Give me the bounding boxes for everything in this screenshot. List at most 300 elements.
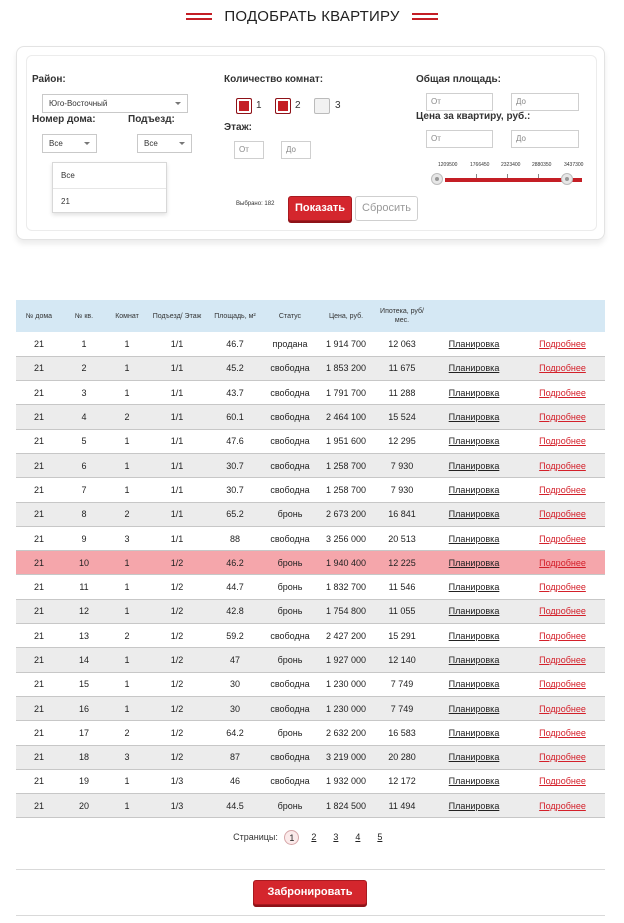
slider-tick (476, 174, 477, 178)
page-header (0, 6, 624, 26)
mortgage-cell: 7 749 (390, 703, 414, 714)
mortgage-cell: 7 749 (390, 679, 414, 690)
plan-link[interactable]: Планировка (448, 630, 500, 641)
found-count: Выбрано: 182 (236, 201, 275, 207)
page-title: ПОДОБРАТЬ КВАРТИРУ (224, 7, 400, 25)
page-link[interactable]: 5 (377, 831, 383, 842)
status-cell: бронь (277, 582, 303, 593)
rooms-cell: 1 (124, 679, 130, 690)
entrance-floor-cell: 1/2 (170, 703, 184, 714)
price-cell: 1 951 600 (325, 436, 367, 447)
rooms-cell: 1 (124, 606, 130, 617)
mortgage-cell: 15 291 (388, 630, 416, 641)
title-decoration-right (412, 13, 438, 20)
plan-link[interactable]: Планировка (448, 509, 500, 520)
plan-link[interactable]: Планировка (448, 655, 500, 665)
house-number-cell: 21 (33, 776, 44, 787)
show-button[interactable]: Показать (288, 196, 352, 221)
chevron-down-icon (175, 102, 181, 105)
area-cell: 44.7 (226, 582, 244, 593)
price-cell: 1 258 700 (325, 460, 367, 471)
area-cell: 65.2 (226, 509, 244, 520)
status-cell: свободна (270, 484, 310, 495)
details-link[interactable]: Подробнее (539, 606, 586, 617)
price-cell: 1 853 200 (325, 363, 367, 374)
plan-link[interactable]: Планировка (448, 776, 500, 787)
price-slider-max-handle[interactable] (561, 173, 573, 185)
table-row (16, 405, 605, 429)
price-cell: 3 256 000 (325, 533, 367, 544)
apartment-number-cell: 15 (78, 679, 89, 690)
rooms-cell: 1 (124, 338, 130, 349)
plan-link[interactable]: Планировка (448, 533, 500, 544)
entrance-select[interactable] (137, 134, 192, 153)
table-row (16, 672, 605, 696)
table-row (16, 648, 605, 672)
plan-cell (428, 453, 520, 477)
rooms-cell: 2 (124, 412, 130, 423)
details-link[interactable]: Подробнее (539, 484, 586, 495)
entrance-floor-cell: 1/1 (170, 460, 184, 471)
house-number-cell: 21 (33, 630, 44, 641)
pagination-label: Страницы: (233, 832, 278, 842)
entrance-floor-cell: 1/1 (170, 338, 184, 349)
area-from-input[interactable]: От (426, 93, 493, 111)
price-cell: 1 824 500 (325, 800, 367, 811)
rooms-cell: 1 (124, 703, 130, 714)
table-row (16, 575, 605, 599)
mortgage-cell: 12 225 (388, 557, 416, 568)
entrance-floor-cell: 1/2 (170, 630, 184, 641)
price-cell: 2 673 200 (325, 509, 367, 520)
price-cell: 3 219 000 (325, 752, 367, 763)
status-cell: свободна (270, 776, 310, 787)
plan-link[interactable]: Планировка (448, 606, 500, 617)
divider (16, 869, 605, 870)
plan-link[interactable]: Планировка (448, 484, 500, 495)
mortgage-cell: 12 063 (388, 338, 416, 349)
apartment-number-cell: 16 (78, 703, 89, 714)
price-slider-labels (438, 162, 588, 170)
status-cell: свободна (270, 679, 310, 690)
rooms-cell: 1 (124, 557, 130, 568)
plan-link[interactable]: Планировка (448, 557, 500, 568)
rooms-cell: 1 (124, 655, 130, 665)
apartment-number-cell: 6 (81, 460, 87, 471)
rooms-option-label: 2 (295, 100, 301, 111)
rooms-cell: 1 (124, 387, 130, 398)
plan-cell (428, 575, 520, 599)
rooms-cell: 2 (124, 630, 130, 641)
details-cell (520, 478, 605, 502)
house-select[interactable] (42, 134, 97, 153)
table-row (16, 745, 605, 769)
page-link[interactable]: 3 (333, 831, 339, 842)
rooms-cell: 1 (124, 800, 130, 811)
apartment-number-cell: 18 (78, 752, 89, 763)
plan-cell (428, 551, 520, 575)
details-link[interactable]: Подробнее (539, 509, 586, 520)
status-cell: бронь (277, 655, 303, 665)
details-link[interactable]: Подробнее (539, 557, 586, 568)
plan-link[interactable]: Планировка (448, 582, 500, 593)
details-cell (520, 745, 605, 769)
title-decoration-left (186, 13, 212, 20)
details-link[interactable]: Подробнее (539, 338, 586, 349)
table-row (16, 332, 605, 356)
price-from-input[interactable]: От (426, 130, 493, 148)
house-number-cell: 21 (33, 436, 44, 447)
details-cell (520, 502, 605, 526)
area-cell: 88 (229, 533, 240, 544)
mortgage-cell: 20 513 (388, 533, 416, 544)
table-row (16, 478, 605, 502)
filter-panel (16, 46, 605, 240)
details-cell (520, 332, 605, 356)
column-header: Комнат (115, 312, 139, 320)
details-link[interactable]: Подробнее (539, 776, 586, 787)
table-row (16, 769, 605, 793)
rooms-cell: 1 (124, 436, 130, 447)
area-cell: 44.5 (226, 800, 244, 811)
page-link[interactable]: 2 (311, 831, 317, 842)
house-number-cell: 21 (33, 387, 44, 398)
details-cell (520, 356, 605, 380)
price-label: Цена за квартиру, руб.: (416, 111, 531, 122)
house-dropdown-option[interactable]: 21 (53, 188, 166, 213)
plan-cell (428, 672, 520, 696)
plan-cell (428, 502, 520, 526)
column-header: Статус (278, 312, 302, 320)
entrance-floor-cell: 1/2 (170, 557, 184, 568)
rooms-cell: 2 (124, 509, 130, 520)
district-label: Район: (32, 74, 66, 85)
district-select[interactable] (42, 94, 188, 113)
apartment-number-cell: 3 (81, 387, 87, 398)
entrance-floor-cell: 1/3 (170, 776, 184, 787)
entrance-select-value: Все (144, 139, 158, 148)
apartment-number-cell: 8 (81, 509, 87, 520)
status-cell: бронь (277, 557, 303, 568)
column-header (520, 300, 605, 332)
details-link[interactable]: Подробнее (539, 679, 586, 690)
apartment-number-cell: 12 (78, 606, 89, 617)
details-cell (520, 696, 605, 720)
plan-link[interactable]: Планировка (448, 703, 500, 714)
entrance-floor-cell: 1/1 (170, 436, 184, 447)
details-link[interactable]: Подробнее (539, 412, 586, 423)
house-number-cell: 21 (33, 460, 44, 471)
house-number-cell: 21 (33, 655, 44, 665)
details-link[interactable]: Подробнее (539, 436, 586, 447)
details-link[interactable]: Подробнее (539, 582, 586, 593)
apartment-number-cell: 7 (81, 484, 87, 495)
area-label: Общая площадь: (416, 74, 502, 85)
status-cell: свободна (270, 533, 310, 544)
entrance-floor-cell: 1/2 (170, 679, 184, 690)
price-to-input[interactable]: До (511, 130, 579, 148)
details-cell (520, 648, 605, 672)
plan-link[interactable]: Планировка (448, 363, 500, 374)
details-link[interactable]: Подробнее (539, 800, 586, 811)
plan-cell (428, 721, 520, 745)
entrance-floor-cell: 1/1 (170, 412, 184, 423)
price-cell: 1 230 000 (325, 679, 367, 690)
plan-link[interactable]: Планировка (448, 436, 500, 447)
details-cell (520, 624, 605, 648)
mortgage-cell: 11 675 (388, 363, 416, 374)
price-cell: 2 427 200 (325, 630, 367, 641)
area-cell: 45.2 (226, 363, 244, 374)
house-number-cell: 21 (33, 703, 44, 714)
table-header-row (16, 300, 605, 332)
slider-value-label: 2880350 (532, 162, 552, 168)
table-row (16, 381, 605, 405)
house-select-value: Все (49, 139, 63, 148)
column-header: Цена, руб. (328, 312, 364, 320)
apartments-table (16, 300, 605, 818)
rooms-checkbox-1[interactable] (236, 98, 252, 114)
details-link[interactable]: Подробнее (539, 655, 586, 665)
entrance-floor-cell: 1/2 (170, 752, 184, 763)
slider-tick (507, 174, 508, 178)
details-cell (520, 769, 605, 793)
rooms-option-label: 1 (256, 100, 262, 111)
price-cell: 1 791 700 (325, 387, 367, 398)
table-row (16, 551, 605, 575)
plan-cell (428, 769, 520, 793)
price-slider-min-handle[interactable] (431, 173, 443, 185)
floor-from-input[interactable]: От (234, 141, 264, 159)
house-number-cell: 21 (33, 679, 44, 690)
floor-label: Этаж: (224, 122, 252, 133)
mortgage-cell: 15 524 (388, 412, 416, 423)
apartment-number-cell: 5 (81, 436, 87, 447)
area-cell: 47.6 (226, 436, 244, 447)
pagination (0, 829, 624, 845)
status-cell: бронь (277, 800, 303, 811)
house-dropdown-option[interactable]: Все (61, 171, 75, 180)
details-cell (520, 551, 605, 575)
price-cell: 1 914 700 (325, 338, 367, 349)
area-cell: 87 (229, 752, 240, 763)
area-cell: 43.7 (226, 387, 244, 398)
details-link[interactable]: Подробнее (539, 387, 586, 398)
house-number-cell: 21 (33, 727, 44, 738)
plan-cell (428, 429, 520, 453)
area-cell: 60.1 (226, 412, 244, 423)
price-cell: 1 927 000 (325, 655, 367, 665)
plan-link[interactable]: Планировка (448, 800, 500, 811)
details-cell (520, 721, 605, 745)
table-row (16, 721, 605, 745)
plan-cell (428, 332, 520, 356)
floor-to-input[interactable]: До (281, 141, 311, 159)
area-cell: 30.7 (226, 484, 244, 495)
status-cell: свободна (270, 436, 310, 447)
apartment-number-cell: 10 (78, 557, 89, 568)
column-header: № кв. (74, 312, 94, 320)
apartment-number-cell: 4 (81, 412, 87, 423)
details-cell (520, 599, 605, 623)
rooms-cell: 3 (124, 533, 130, 544)
details-link[interactable]: Подробнее (539, 752, 586, 763)
rooms-cell: 1 (124, 582, 130, 593)
rooms-cell: 1 (124, 460, 130, 471)
status-cell: бронь (277, 509, 303, 520)
plan-link[interactable]: Планировка (448, 387, 500, 398)
book-button[interactable]: Забронировать (253, 880, 367, 905)
entrance-floor-cell: 1/1 (170, 509, 184, 520)
table-row (16, 794, 605, 818)
entrance-floor-cell: 1/1 (170, 533, 184, 544)
house-dropdown-list (52, 162, 167, 213)
chevron-down-icon (84, 142, 90, 145)
slider-value-label: 1766450 (470, 162, 490, 168)
house-number-cell: 21 (33, 606, 44, 617)
column-header: Площадь, м² (214, 312, 256, 320)
price-cell: 1 754 800 (325, 606, 367, 617)
apartment-number-cell: 20 (78, 800, 89, 811)
house-number-cell: 21 (33, 800, 44, 811)
apartment-number-cell: 1 (81, 338, 87, 349)
mortgage-cell: 12 140 (388, 655, 416, 665)
area-cell: 64.2 (226, 727, 244, 738)
apartment-number-cell: 14 (78, 655, 89, 665)
house-number-cell: 21 (33, 752, 44, 763)
price-cell: 1 258 700 (325, 484, 367, 495)
table-row (16, 696, 605, 720)
mortgage-cell: 11 546 (388, 582, 416, 593)
details-link[interactable]: Подробнее (539, 533, 586, 544)
plan-cell (428, 648, 520, 672)
plan-link[interactable]: Планировка (448, 679, 500, 690)
house-label: Номер дома: (32, 114, 96, 125)
table-row (16, 429, 605, 453)
house-number-cell: 21 (33, 412, 44, 423)
price-cell: 1 940 400 (325, 557, 367, 568)
details-cell (520, 794, 605, 818)
mortgage-cell: 12 295 (388, 436, 416, 447)
area-cell: 59.2 (226, 630, 244, 641)
entrance-floor-cell: 1/2 (170, 582, 184, 593)
rooms-checkbox-2[interactable] (275, 98, 291, 114)
plan-cell (428, 794, 520, 818)
slider-value-label: 2323400 (501, 162, 521, 168)
plan-cell (428, 696, 520, 720)
status-cell: свободна (270, 703, 310, 714)
rooms-cell: 1 (124, 363, 130, 374)
area-cell: 42.8 (226, 606, 244, 617)
house-number-cell: 21 (33, 509, 44, 520)
price-cell: 1 932 000 (325, 776, 367, 787)
details-link[interactable]: Подробнее (539, 460, 586, 471)
house-number-cell: 21 (33, 582, 44, 593)
mortgage-cell: 7 930 (390, 460, 414, 471)
plan-cell (428, 745, 520, 769)
mortgage-cell: 20 280 (388, 752, 416, 763)
table-row (16, 453, 605, 477)
status-cell: бронь (277, 727, 303, 738)
apartment-number-cell: 17 (78, 727, 89, 738)
status-cell: свободна (270, 630, 310, 641)
slider-value-label: 3437300 (564, 162, 584, 168)
details-link[interactable]: Подробнее (539, 703, 586, 714)
entrance-floor-cell: 1/2 (170, 606, 184, 617)
status-cell: свободна (270, 460, 310, 471)
details-link[interactable]: Подробнее (539, 363, 586, 374)
price-cell: 2 632 200 (325, 727, 367, 738)
rooms-cell: 1 (124, 484, 130, 495)
entrance-floor-cell: 1/2 (170, 655, 184, 665)
entrance-floor-cell: 1/3 (170, 800, 184, 811)
entrance-floor-cell: 1/1 (170, 387, 184, 398)
area-to-input[interactable]: До (511, 93, 579, 111)
apartment-number-cell: 19 (78, 776, 89, 787)
apartment-number-cell: 2 (81, 363, 87, 374)
table-row (16, 599, 605, 623)
plan-link[interactable]: Планировка (448, 460, 500, 471)
plan-cell (428, 478, 520, 502)
slider-value-label: 1209500 (438, 162, 458, 168)
plan-cell (428, 599, 520, 623)
area-cell: 30.7 (226, 460, 244, 471)
plan-link[interactable]: Планировка (448, 412, 500, 423)
column-header: № дома (25, 312, 53, 320)
table-row (16, 502, 605, 526)
details-cell (520, 526, 605, 550)
rooms-checkbox-3[interactable] (314, 98, 330, 114)
area-cell: 30 (229, 679, 240, 690)
area-cell: 30 (229, 703, 240, 714)
area-cell: 46.7 (226, 338, 244, 349)
table-row (16, 526, 605, 550)
house-number-cell: 21 (33, 338, 44, 349)
status-cell: свободна (270, 752, 310, 763)
entrance-floor-cell: 1/1 (170, 484, 184, 495)
plan-link[interactable]: Планировка (448, 752, 500, 763)
price-cell: 1 832 700 (325, 582, 367, 593)
details-cell (520, 381, 605, 405)
mortgage-cell: 11 288 (388, 387, 416, 398)
page-link[interactable]: 4 (355, 831, 361, 842)
details-link[interactable]: Подробнее (539, 630, 586, 641)
details-cell (520, 429, 605, 453)
details-cell (520, 405, 605, 429)
status-cell: свободна (270, 363, 310, 374)
rooms-cell: 3 (124, 752, 130, 763)
slider-tick (538, 174, 539, 178)
house-number-cell: 21 (33, 484, 44, 495)
rooms-cell: 1 (124, 776, 130, 787)
area-cell: 47 (229, 655, 240, 665)
details-link[interactable]: Подробнее (539, 727, 586, 738)
plan-link[interactable]: Планировка (448, 338, 500, 349)
apartment-number-cell: 11 (79, 582, 89, 593)
table-row (16, 356, 605, 380)
area-cell: 46 (229, 776, 240, 787)
entrance-floor-cell: 1/1 (170, 363, 184, 374)
table-row (16, 624, 605, 648)
reset-button[interactable]: Сбросить (355, 196, 418, 221)
mortgage-cell: 16 583 (388, 727, 416, 738)
mortgage-cell: 16 841 (388, 509, 416, 520)
plan-link[interactable]: Планировка (448, 727, 500, 738)
page-link-current[interactable]: 1 (284, 830, 299, 845)
plan-cell (428, 356, 520, 380)
house-number-cell: 21 (33, 557, 44, 568)
mortgage-cell: 11 494 (388, 800, 416, 811)
